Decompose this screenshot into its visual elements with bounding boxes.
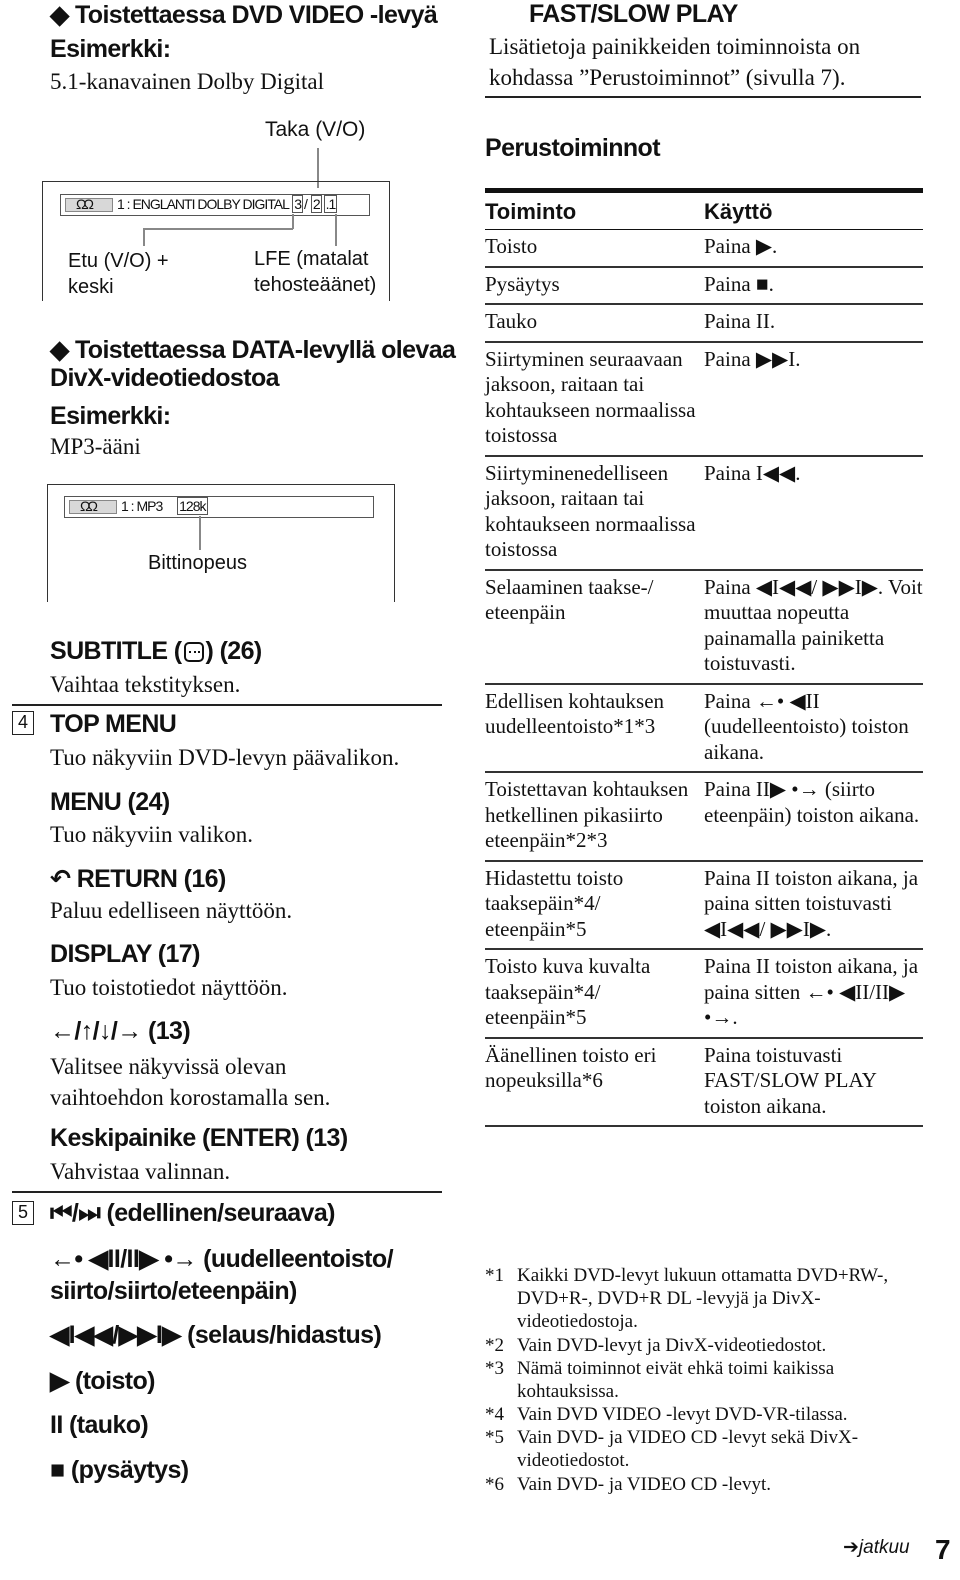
section-4-marker: 4	[12, 711, 34, 735]
arrows-desc: Valitsee näkyvissä olevan vaihtoehdon korostamalla sen.	[50, 1054, 331, 1110]
page-number: 7	[935, 1534, 951, 1565]
osd-num-lfe: .1	[325, 196, 336, 212]
cell-usage: Paina ▶▶I.	[704, 342, 923, 456]
basic-heading: Perustoiminnot	[485, 134, 660, 162]
example2-label: Esimerkki:	[50, 402, 171, 430]
pause-heading: II (tauko)	[50, 1411, 149, 1439]
replay-heading: ←• ◀II/II▶ •→ (uudelleentoisto/ siirto/siirto/eteenpäin)	[50, 1245, 393, 1305]
subtitle-heading: SUBTITLE ( ) (26)	[50, 637, 262, 665]
cell-usage: Paina II.	[704, 304, 923, 342]
table-row	[485, 304, 923, 342]
cell-usage: Paina ←• ◀II (uudelleentoisto) toiston aikana.	[704, 684, 923, 773]
lfe-leader	[335, 214, 337, 246]
menu-desc: Tuo näkyviin valikon.	[50, 822, 253, 847]
table-row	[485, 772, 923, 861]
osd-num-rear: 2	[312, 196, 320, 212]
return-heading: ↶ RETURN (16)	[50, 864, 226, 893]
arrow-right-icon: ➔	[843, 1536, 859, 1558]
front-leader-v	[143, 228, 145, 246]
col-header-operation: Toiminto	[485, 191, 704, 230]
dolby-icon: ΩΩ	[69, 500, 117, 514]
fastslow-rule	[485, 96, 921, 98]
footnote-3: *3 Nämä toiminnot eivät ehkä toimi kaikissa kohtauksissa.	[485, 1358, 835, 1402]
cell-usage: Paina II▶ •→ (siirto eteenpäin) toiston aikana.	[704, 772, 923, 861]
section-rule-4	[12, 704, 442, 706]
display-desc: Tuo toistotiedot näyttöön.	[50, 975, 288, 1000]
footnote-6: *6 Vain DVD- ja VIDEO CD -levyt.	[485, 1474, 771, 1495]
cell-operation: Selaaminen taakse-/ eteenpäin	[485, 570, 704, 684]
cell-operation: Edellisen kohtauksen uudelleentoisto*1*3	[485, 684, 704, 773]
example2-value: MP3-ääni	[50, 434, 141, 459]
arrows-heading: ←/↑/↓/→ (13)	[50, 1017, 191, 1045]
scan-heading: ◀I◀◀/▶▶I▶ (selaus/hidastus)	[50, 1321, 382, 1349]
return-icon: ↶	[50, 864, 71, 893]
cell-operation: Toistettavan kohtauksen hetkellinen pikasiirto eteenpäin*2*3	[485, 772, 704, 861]
subtitle-desc: Vaihtaa tekstityksen.	[50, 672, 241, 697]
fastslow-desc: Lisätietoja painikkeiden toiminnoista on kohdassa ”Perustoiminnot” (sivulla 7).	[489, 34, 861, 90]
cell-operation: Toisto kuva kuvalta taaksepäin*4/ eteenpäin*5	[485, 949, 704, 1038]
cell-usage: Paina II toiston aikana, ja paina sitten toistuvasti ◀I◀◀/ ▶▶I▶.	[704, 861, 923, 950]
osd-sep: /	[304, 196, 307, 212]
table-row	[485, 949, 923, 1038]
section-5-marker: 5	[12, 1201, 34, 1225]
operations-table	[485, 188, 923, 1127]
cell-operation: Siirtyminen seuraavaan jaksoon, raitaan tai kohtaukseen normaalissa toistossa	[485, 342, 704, 456]
prevnext-heading: ⏮/⏭ (edellinen/seuraava)	[50, 1199, 335, 1227]
cell-usage: Paina ■.	[704, 267, 923, 305]
example1-label: Esimerkki:	[50, 35, 171, 63]
cell-usage: Paina II toiston aikana, ja paina sitten ←• ◀II/II▶ •→.	[704, 949, 923, 1038]
col-header-usage: Käyttö	[704, 191, 923, 230]
example1-value: 5.1-kanavainen Dolby Digital	[50, 69, 325, 94]
return-desc: Paluu edelliseen näyttöön.	[50, 898, 293, 923]
cell-usage: Paina ◀I◀◀/ ▶▶I▶. Voit muuttaa nopeutta painamalla painiketta toistuvasti.	[704, 570, 923, 684]
menu-heading: MENU (24)	[50, 788, 170, 816]
table-row	[485, 684, 923, 773]
table-row	[485, 230, 923, 267]
cell-operation: Tauko	[485, 304, 704, 342]
topmenu-desc: Tuo näkyviin DVD-levyn päävalikon.	[50, 745, 400, 770]
dvd-heading: ◆ Toistettaessa DVD VIDEO -levyä	[50, 1, 438, 29]
footnote-1: *1 Kaikki DVD-levyt lukuun ottamatta DVD+RW-, DVD+R-, DVD+R DL -levyjä ja DivX-videotiedostoja.	[485, 1265, 889, 1332]
rear-label: Taka (V/O)	[265, 118, 366, 141]
footnote-2: *2 Vain DVD-levyt ja DivX-videotiedostot.	[485, 1335, 827, 1356]
cell-usage: Paina ▶.	[704, 230, 923, 267]
table-row	[485, 570, 923, 684]
front-label: Etu (V/O) + keski	[68, 250, 169, 298]
bitrate-leader	[199, 516, 201, 550]
table-row	[485, 1038, 923, 1127]
osd-bitrate: 128k	[179, 498, 206, 514]
enter-heading: Keskipainike (ENTER) (13)	[50, 1124, 348, 1152]
lfe-label: LFE (matalat tehosteäänet)	[254, 248, 377, 296]
play-heading: ▶ (toisto)	[50, 1367, 155, 1395]
table-row	[485, 861, 923, 950]
front-leader-h	[143, 228, 293, 230]
osd-bar-2	[64, 496, 374, 518]
stop-heading: ■ (pysäytys)	[50, 1456, 189, 1484]
osd-mp3-text: 1 : MP3	[121, 498, 163, 514]
cell-operation: Hidastettu toisto taaksepäin*4/ eteenpäin*5	[485, 861, 704, 950]
cell-usage: Paina toistuvasti FAST/SLOW PLAY toiston aikana.	[704, 1038, 923, 1127]
section-rule-5	[12, 1191, 442, 1193]
fastslow-heading: FAST/SLOW PLAY	[529, 0, 738, 28]
osd-bar-1	[60, 194, 370, 216]
divx-heading: ◆ Toistettaessa DATA-levyllä olevaa DivX-videotiedostoa	[50, 336, 456, 392]
osd-audio-text: 1 : ENGLANTI DOLBY DIGITAL	[117, 196, 289, 212]
cell-operation: Pysäytys	[485, 267, 704, 305]
footnote-4: *4 Vain DVD VIDEO -levyt DVD-VR-tilassa.	[485, 1404, 848, 1425]
cell-operation: Toisto	[485, 230, 704, 267]
display-heading: DISPLAY (17)	[50, 940, 200, 968]
table-row	[485, 342, 923, 456]
cell-operation: Siirtyminenedelliseen jaksoon, raitaan tai kohtaukseen normaalissa toistossa	[485, 456, 704, 570]
table-row	[485, 456, 923, 570]
dolby-icon: ΩΩ	[65, 198, 113, 212]
continue-label: ➔jatkuu	[843, 1536, 910, 1558]
cell-operation: Äänellinen toisto eri nopeuksilla*6	[485, 1038, 704, 1127]
footnote-5: *5 Vain DVD- ja VIDEO CD -levyt sekä DivX-videotiedostot.	[485, 1427, 859, 1471]
osd-num-front: 3	[294, 196, 302, 212]
cell-usage: Paina I◀◀.	[704, 456, 923, 570]
enter-desc: Vahvistaa valinnan.	[50, 1159, 231, 1184]
front-leader-up	[292, 214, 294, 229]
table-row	[485, 267, 923, 305]
subtitle-icon	[184, 642, 204, 662]
table-header-row	[485, 191, 923, 230]
bitrate-label: Bittinopeus	[148, 552, 247, 574]
topmenu-heading: TOP MENU	[50, 710, 177, 738]
